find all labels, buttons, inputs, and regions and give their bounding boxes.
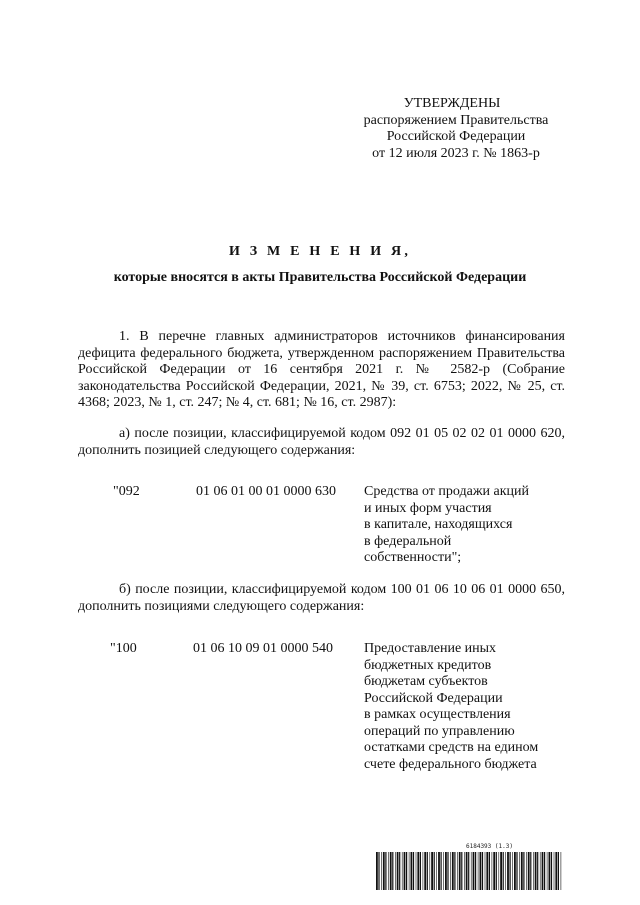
approval-line-2: Российской Федерации [386, 129, 526, 144]
barcode-label: 6184393 (1.3) [466, 843, 513, 850]
admin-code: "092 [113, 484, 140, 499]
document-subheading: которые вносятся в акты Правительства Российской Федерации [113, 270, 527, 285]
approval-block [340, 96, 572, 162]
admin-code: "100 [110, 641, 137, 656]
paragraph-a: а) после позиции, классифицируемой кодом 092 01 05 02 02 01 0000 620, дополнить позицией следующего содержания: [78, 426, 565, 458]
document-heading: И З М Е Н Е Н И Я, [228, 244, 412, 259]
paragraph-b: б) после позиции, классифицируемой кодом 100 01 06 10 06 01 0000 650, дополнить позициями следующего содержания: [78, 582, 565, 614]
paragraph-1: 1. В перечне главных администраторов источников финансирования дефицита федерального бюджета, утвержденном распоряжением Правительства Российской Федерации от 16 сентября 2021 г. № 2582-р (Собрание законодательства Российской Федерации, 2021, № 39, ст. 6753; 2022, № 25, ст. 4368; 2023, № 1, ст. 247; № 4, ст. 681; № 16, ст. 2987): [78, 329, 565, 410]
classifier-code: 01 06 01 00 01 0000 630 [196, 484, 336, 499]
classifier-code: 01 06 10 09 01 0000 540 [193, 641, 333, 656]
approval-title: УТВЕРЖДЕНЫ [403, 96, 501, 111]
approval-line-3: от 12 июля 2023 г. № 1863-р [372, 145, 540, 161]
position-description: Средства от продажи акций и иных форм участия в капитале, находящихся в федеральной собственности"; [364, 484, 529, 565]
document-barcode [376, 843, 562, 891]
approval-line-1: распоряжением Правительства [363, 112, 549, 128]
barcode-icon [376, 852, 562, 890]
position-description: Предоставление иных бюджетных кредитов бюджетам субъектов Российской Федерации в рамках осуществления операций по управлению остатками средств на едином счете федерального бюджета [364, 641, 539, 772]
